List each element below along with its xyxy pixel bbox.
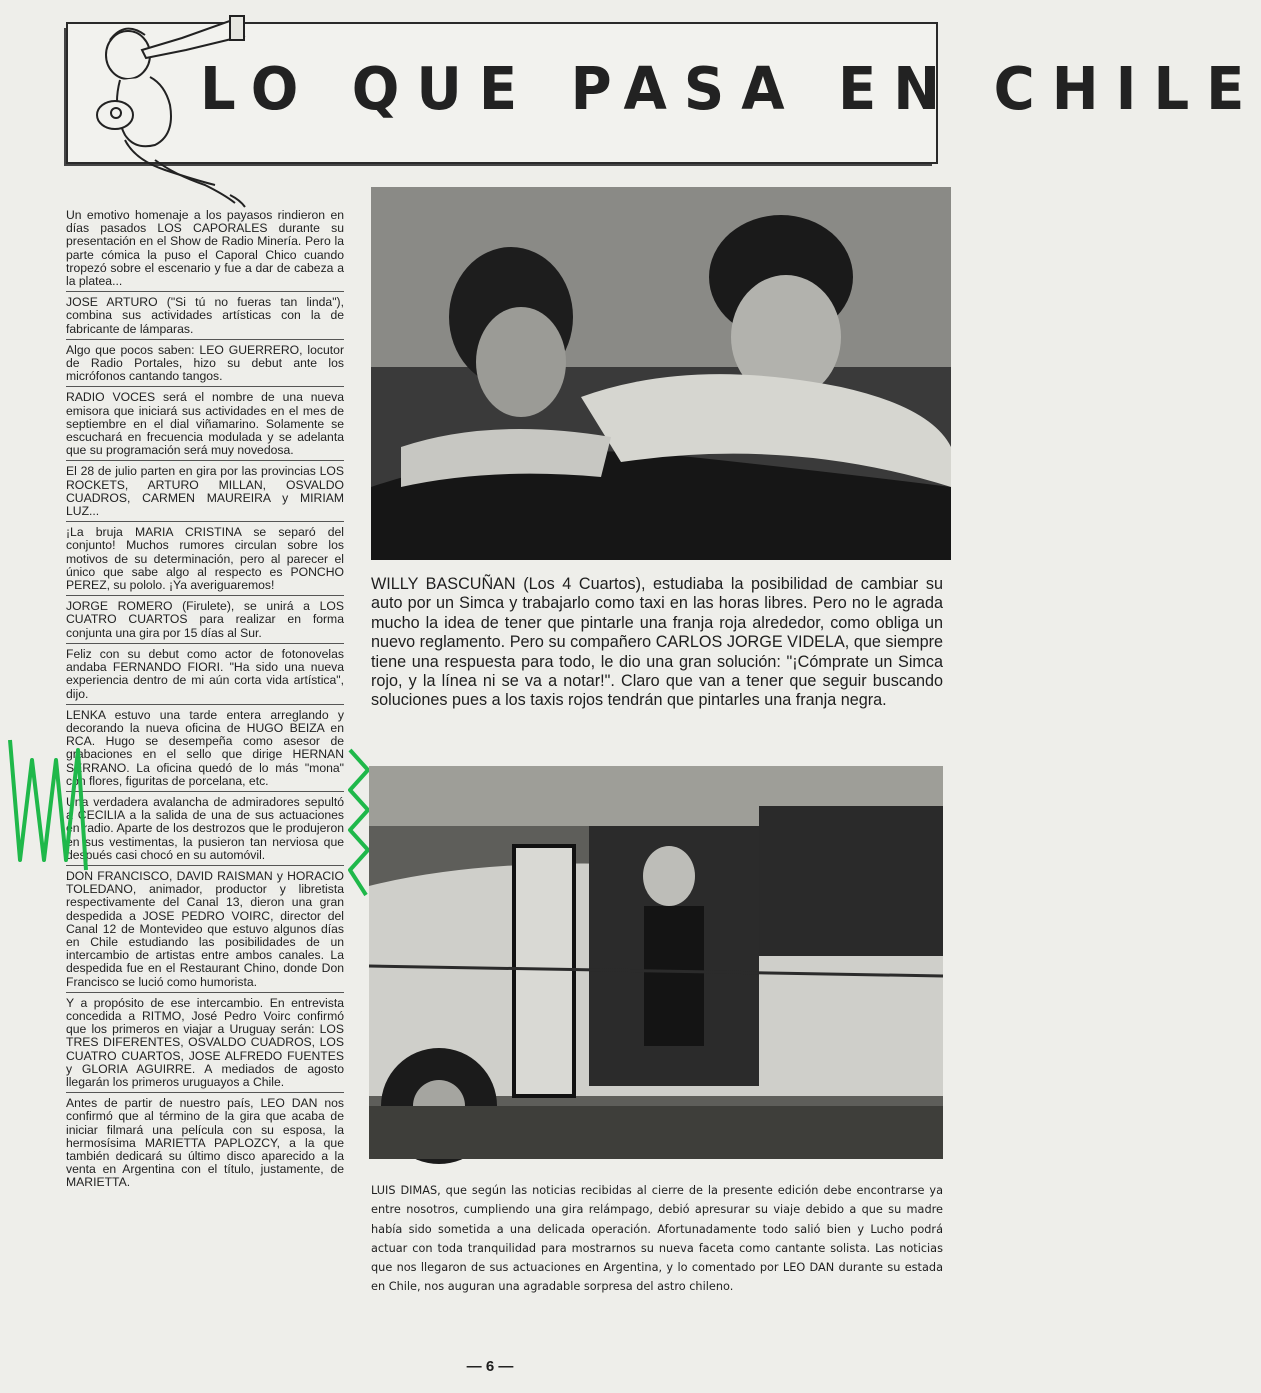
page-title: LO QUE PASA EN CHILE [200,55,1261,124]
news-item: DON FRANCISCO, DAVID RAISMAN y HORACIO TOLEDANO, animador, productor y libretista respectivamente del Canal 13, dieron una gran despedida a JOSE PEDRO VOIRC, director del Canal 12 de Montevideo que estuvo algunos días en Chile estudiando las posibilidades de un intercambio de artistas entre ambos canales. La despedida fue en el Restaurant Chino, donde Don Francisco se lució como humorista. [66,869,344,993]
caption-luis-dimas: LUIS DIMAS, que según las noticias recibidas al cierre de la presente edición debe encontrarse ya entre nosotros, cumpliendo una gira relámpago, debió apresurar su viaje debido a que su madre había sido sometida a una delicada operación. Afortunadamente todo salió bien y Lucho podrá actuar con toda tranquilidad para mostrarnos su nueva faceta como cantante solista. Las noticias que nos llegaron de sus actuaciones en Argentina, y lo comentado por LEO DAN durante su estada en Chile, nos auguran una agradable sorpresa del astro chileno. [371,1184,943,1294]
news-item: Antes de partir de nuestro país, LEO DAN nos confirmó que al término de la gira que acaba de iniciar filmará una película con su esposa, la hermosísima MARIETTA PAPLOZCY, a la que también dedicará su último disco aparecido a la venta en Argentina con el título, justamente, de MARIETTA. [66,1096,344,1190]
news-item: JORGE ROMERO (Firulete), se unirá a LOS CUATRO CUARTOS para realizar en forma conjunta una gira por 15 días al Sur. [66,599,344,644]
caption-willy-bascunan: WILLY BASCUÑAN (Los 4 Cuartos), estudiaba la posibilidad de cambiar su auto por un Simca y trabajarlo como taxi en las horas libres. Pero no le agrada mucho la idea de tener que pintarle una franja roja alrededor, como obliga un nuevo reglamento. Pero su compañero CARLOS JORGE VIDELA, que siempre tiene una respuesta para todo, le dio una gran solución: "¡Cómprate un Simca rojo, y la línea ni se va a notar!". Claro que van a tener que seguir buscando soluciones pues a los taxis rojos tendrán que pintarles una franja negra. [371,575,943,710]
news-item: RADIO VOCES será el nombre de una nueva emisora que iniciará sus actividades en el mes de septiembre en el dial viñamarino. Solamente se escuchará en frecuencia modulada y se adelanta que su programación será muy novedosa. [66,390,344,461]
green-pen-mark [0,720,380,900]
news-item: LENKA estuvo una tarde entera arreglando y decorando la nueva oficina de HUGO BEIZA en RCA. Hugo se desempeña como asesor de grabaciones en el sello que dirige HERNAN SERRANO. La oficina quedó de lo más "mona" con flores, figuritas de porcelana, etc. [66,708,344,792]
page-number: — 6 — [466,1358,514,1375]
news-item: Algo que pocos saben: LEO GUERRERO, locutor de Radio Portales, hizo su debut ante los micrófonos cantando tangos. [66,343,344,388]
news-item: JOSE ARTURO ("Si tú no fueras tan linda"), combina sus actividades artísticas con la de fabricante de lámparas. [66,295,344,340]
news-item: Y a propósito de ese intercambio. En entrevista concedida a RITMO, José Pedro Voirc confirmó que los primeros en viajar a Uruguay serán: LOS TRES DIFERENTES, OSVALDO CUADROS, LOS CUATRO CUARTOS, JOSE ALFREDO FUENTES y GLORIA AGUIRRE. A mediados de agosto llegarán los primeros uruguayos a Chile. [66,996,344,1093]
news-item: ¡La bruja MARIA CRISTINA se separó del conjunto! Muchos rumores circulan sobre los motivos de su determinación, pero al parecer el único que sabe algo al respecto es PONCHO PEREZ, su pololo. ¡Ya averiguaremos! [66,525,344,596]
photo-two-musicians [371,187,951,560]
news-item: El 28 de julio parten en gira por las provincias LOS ROCKETS, ARTURO MILLAN, OSVALDO CUADROS, CARMEN MAUREIRA y MIRIAM LUZ... [66,464,344,522]
news-item: Un emotivo homenaje a los payasos rindieron en días pasados LOS CAPORALES durante su presentación en el Show de Radio Minería. Pero la parte cómica la puso el Caporal Chico cuando tropezó sobre el escenario y fue a dar de cabeza a la platea... [66,208,344,292]
photo-luis-dimas-car [369,766,943,1159]
news-item: Feliz con su debut como actor de fotonovelas andaba FERNANDO FIORI. "Ha sido una nueva experiencia dentro de mi aún corta vida artística", dijo. [66,647,344,705]
news-item: Una verdadera avalancha de admiradores sepultó a CECILIA a la salida de una de sus actuaciones en radio. Aparte de los destrozos que le produjeron en sus vestimentas, la pusieron tan nerviosa que después casi chocó en su automóvil. [66,795,344,866]
